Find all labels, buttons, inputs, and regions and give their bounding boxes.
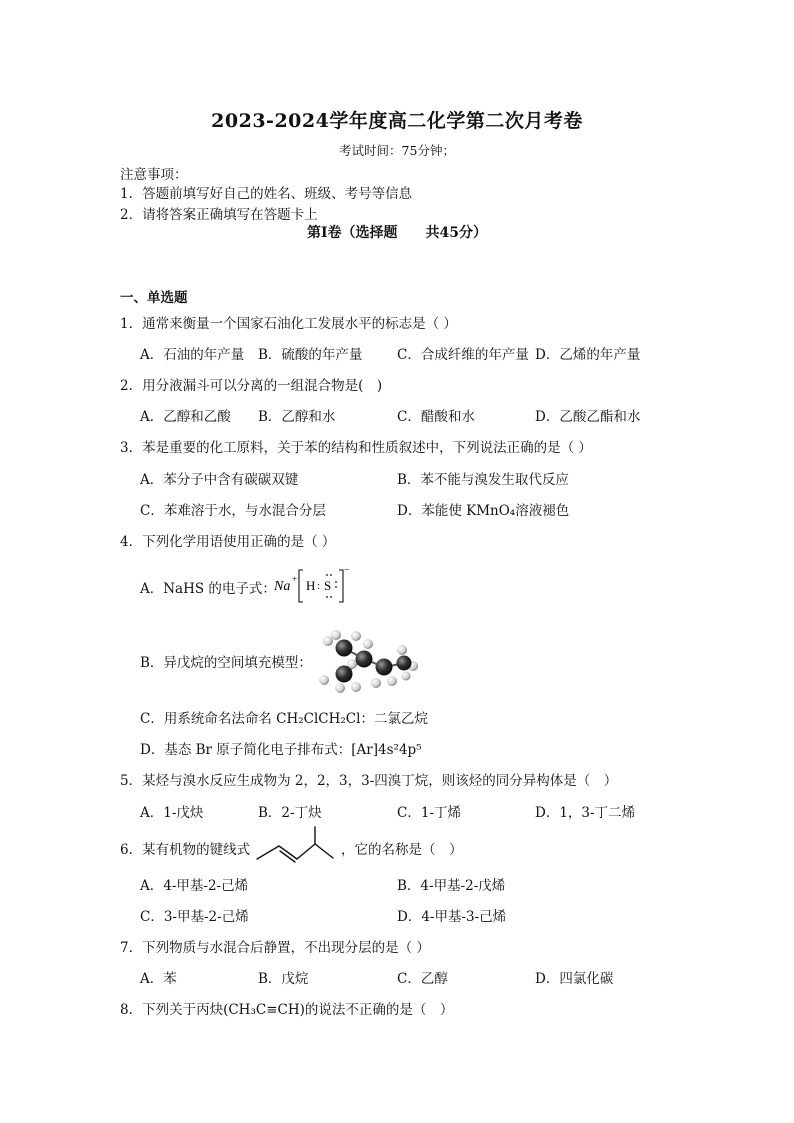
q5-option-b: B．2-丁炔	[258, 805, 322, 821]
part1-title: 第I卷（选择题 共45分）	[306, 225, 488, 241]
q2-option-c: C．醋酸和水	[397, 409, 475, 425]
q7-stem: 7．下列物质与水混合后静置，不出现分层的是（ ）	[120, 940, 430, 956]
s-symbol: S	[324, 578, 332, 593]
exam-time: 考试时间：75分钟；	[339, 143, 455, 158]
na-charge: +	[292, 574, 298, 584]
q2-option-b: B．乙醇和水	[258, 409, 336, 425]
q7-option-c: C．乙醇	[397, 971, 448, 987]
q3-stem: 3．苯是重要的化工原料，关于苯的结构和性质叙述中，下列说法正确的是（ ）	[120, 440, 592, 456]
q5-option-c: C．1-丁烯	[397, 805, 461, 821]
q7-option-a: A．苯	[140, 971, 177, 987]
exam-title: 2023-2024学年度高二化学第二次月考卷	[211, 110, 583, 132]
note-item-2: 2．请将答案正确填写在答题卡上	[120, 207, 318, 223]
q3-option-a: A．苯分子中含有碳碳双键	[140, 472, 299, 488]
q7-option-b: B．戊烷	[258, 971, 309, 987]
q6-stem-after: ，它的名称是（ ）	[341, 842, 463, 858]
q2-stem: 2．用分液漏斗可以分离的一组混合物是( )	[120, 378, 383, 394]
hs-charge: −	[344, 565, 350, 576]
q3-option-b: B．苯不能与溴发生取代反应	[397, 472, 569, 488]
notes-heading: 注意事项：	[120, 167, 188, 183]
q4-option-d: D．基态 Br 原子简化电子排布式：[Ar]4s²4p⁵	[140, 742, 422, 758]
na-symbol: Na	[274, 579, 291, 594]
q6-option-b: B．4-甲基-2-戊烯	[397, 878, 506, 894]
q5-stem: 5．某烃与溴水反应生成物为 2，2，3，3-四溴丁烷，则该烃的同分异构体是（ ）	[120, 773, 618, 789]
q5-option-a: A．1-戊炔	[140, 805, 204, 821]
q1-option-a: A．石油的年产量	[140, 347, 245, 363]
section1-title: 一、单选题	[120, 290, 188, 306]
q6-option-c: C．3-甲基-2-己烯	[140, 909, 249, 925]
q4-option-c: C．用系统命名法命名 CH₂ClCH₂Cl：二氯乙烷	[140, 711, 428, 727]
q1-option-c: C．合成纤维的年产量	[397, 347, 529, 363]
q3-option-d: D．苯能使 KMnO₄溶液褪色	[397, 503, 570, 519]
note-item-1: 1．答题前填写好自己的姓名、班级、考号等信息	[120, 186, 413, 202]
q2-option-a: A．乙醇和乙酸	[140, 409, 231, 425]
q1-stem: 1．通常来衡量一个国家石油化工发展水平的标志是（ ）	[120, 316, 457, 332]
q6-option-a: A．4-甲基-2-己烯	[140, 878, 249, 894]
q6-stem-before: 6．某有机物的键线式	[120, 842, 251, 858]
q2-option-d: D．乙酸乙酯和水	[535, 409, 641, 425]
q8-stem: 8．下列关于丙炔(CH₃C≡CH)的说法不正确的是（ ）	[120, 1002, 454, 1018]
q4-option-b: B．异戊烷的空间填充模型：	[140, 655, 312, 671]
q5-option-d: D．1，3-丁二烯	[535, 805, 636, 821]
skeletal-formula	[253, 824, 337, 864]
q4-stem: 4．下列化学用语使用正确的是（ ）	[120, 534, 336, 550]
nahs-electron-formula	[272, 564, 352, 606]
q6-option-d: D．4-甲基-3-己烯	[397, 909, 507, 925]
h-symbol: H	[306, 578, 316, 593]
q3-option-c: C．苯难溶于水，与水混合分层	[140, 503, 326, 519]
q4-option-a: A．NaHS 的电子式：	[140, 581, 276, 597]
isopentane-space-filling-model	[314, 630, 418, 694]
q1-option-b: B．硫酸的年产量	[258, 347, 363, 363]
q7-option-d: D．四氯化碳	[535, 971, 614, 987]
q1-option-d: D．乙烯的年产量	[535, 347, 641, 363]
bond-colon: :	[317, 580, 321, 592]
